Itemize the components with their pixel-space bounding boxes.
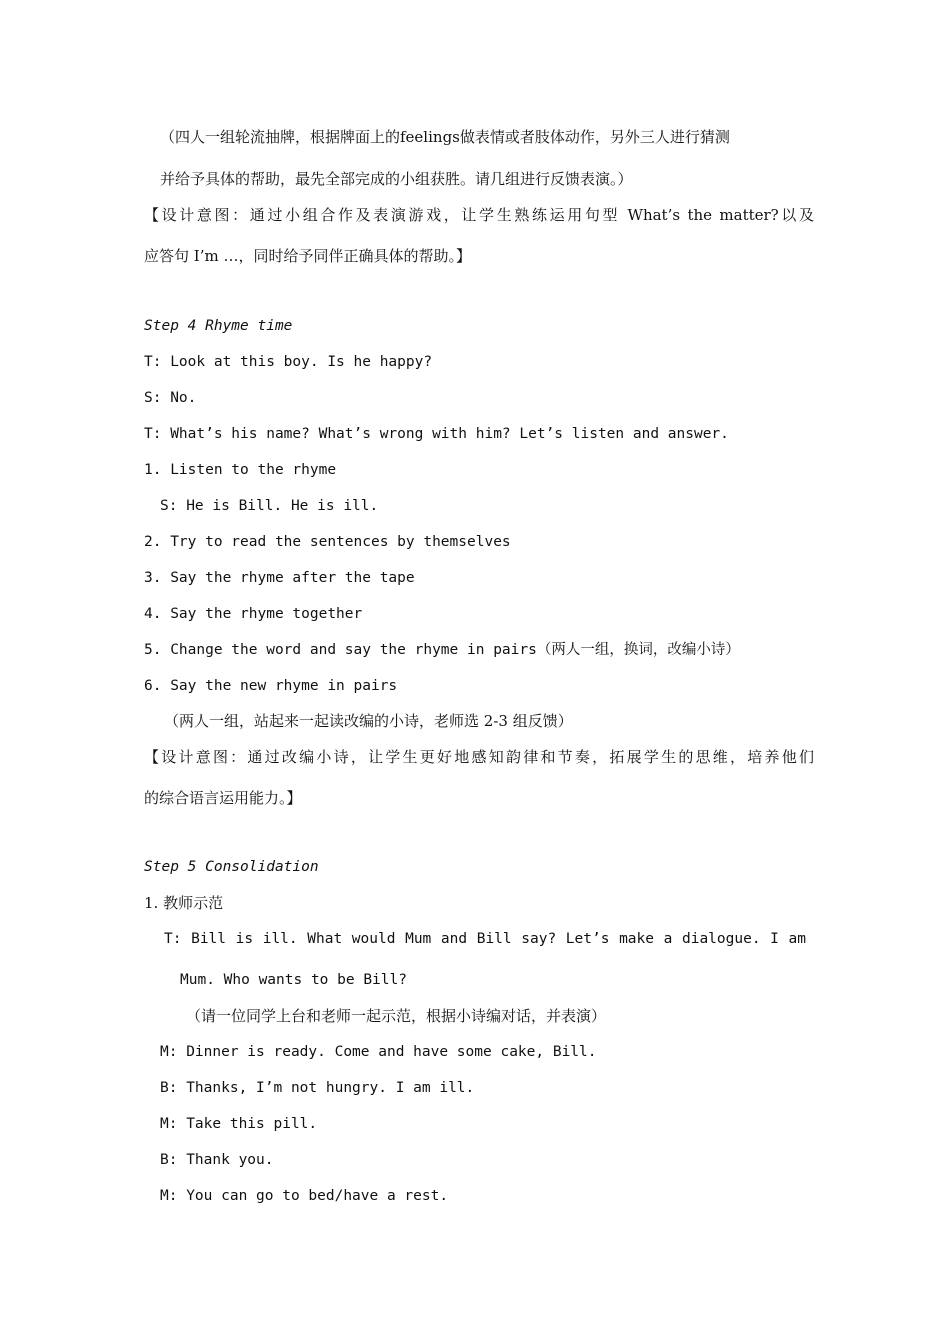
step4-line: （两人一组，站起来一起读改编的小诗，老师选 2-3 组反馈）: [164, 712, 573, 730]
step4-heading: Step 4 Rhyme time: [144, 318, 293, 334]
dialogue-line: B: Thanks, I’m not hungry. I am ill.: [160, 1080, 475, 1096]
teacher-note: （请一位同学上台和老师一起示范，根据小诗编对话，并表演）: [186, 1007, 607, 1025]
design-intent-step3-line-2: 应答句 I’m …，同时给予同伴正确具体的帮助。】: [144, 247, 471, 265]
dialogue-line: M: Take this pill.: [160, 1116, 318, 1132]
step4-line: T: What’s his name? What’s wrong with him? Let’s listen and answer.: [144, 426, 729, 442]
step4-line: 2. Try to read the sentences by themselves: [144, 534, 511, 550]
step5-heading: Step 5 Consolidation: [144, 859, 319, 875]
step4-line: 6. Say the new rhyme in pairs: [144, 678, 398, 694]
step4-line: 5. Change the word and say the rhyme in pairs（两人一组，换词，改编小诗）: [144, 642, 740, 658]
step4-line: 3. Say the rhyme after the tape: [144, 570, 415, 586]
teacher-line-2: Mum. Who wants to be Bill?: [180, 972, 407, 988]
step4-line: S: He is Bill. He is ill.: [160, 498, 379, 514]
game-instruction-line-2: 并给予具体的帮助，最先全部完成的小组获胜。请几组进行反馈表演。）: [160, 170, 633, 188]
dialogue-line: B: Thank you.: [160, 1152, 274, 1168]
dialogue-line: M: Dinner is ready. Come and have some cake, Bill.: [160, 1044, 597, 1060]
teacher-line-1: T: Bill is ill. What would Mum and Bill say? Let’s make a dialogue. I am: [164, 931, 806, 947]
step4-line: T: Look at this boy. Is he happy?: [144, 354, 433, 370]
design-intent-step4-line-1: 【设计意图：通过改编小诗，让学生更好地感知韵律和节奏，拓展学生的思维，培养他们: [144, 748, 814, 766]
step4-line: 4. Say the rhyme together: [144, 606, 363, 622]
game-instruction-line-1: （四人一组轮流抽牌，根据牌面上的feelings做表情或者肢体动作，另外三人进行猜测: [160, 128, 730, 146]
design-intent-step3-line-1: 【设计意图：通过小组合作及表演游戏，让学生熟练运用句型 What’s the matter?以及: [144, 206, 814, 224]
step5-item-1: 1. 教师示范: [144, 894, 224, 912]
step4-line: 1. Listen to the rhyme: [144, 462, 337, 478]
design-intent-step4-line-2: 的综合语言运用能力。】: [144, 789, 302, 807]
step4-line: S: No.: [144, 390, 197, 406]
dialogue-line: M: You can go to bed/have a rest.: [160, 1188, 449, 1204]
